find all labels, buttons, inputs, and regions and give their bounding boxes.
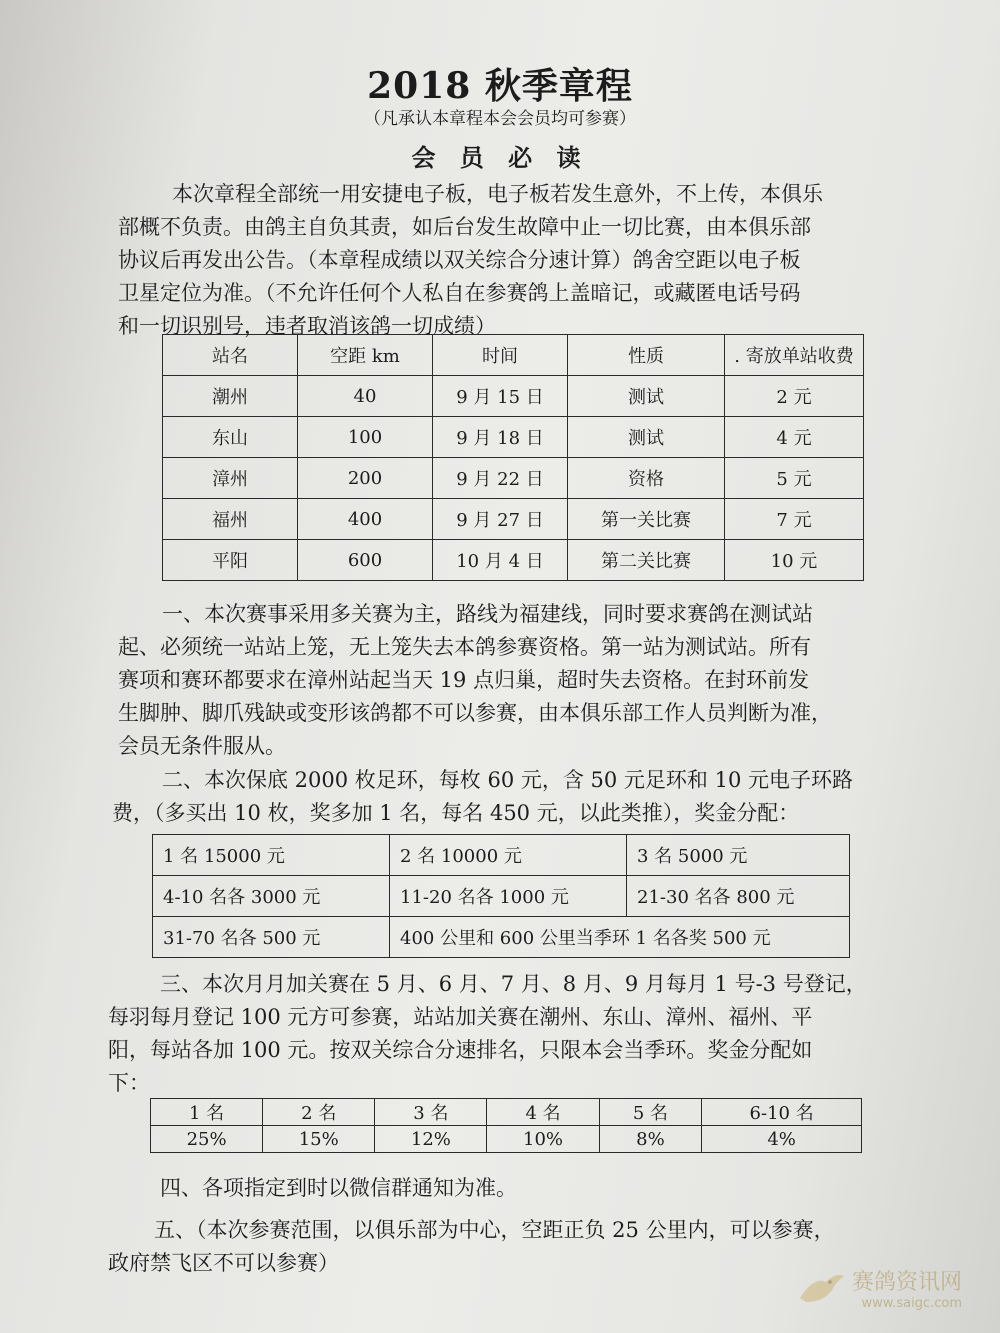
section-2-paragraph: [112, 764, 853, 830]
watermark-url: www.saigc.com: [861, 1296, 962, 1311]
table-cell: 2 元: [725, 376, 864, 417]
table-cell: 漳州: [163, 458, 298, 499]
table-cell: 10 月 4 日: [433, 540, 568, 581]
stations-table: [162, 334, 864, 581]
table-cell: 31-70 名各 500 元: [153, 917, 390, 958]
table-cell: 40: [298, 376, 433, 417]
table-cell: 3 名: [375, 1099, 487, 1126]
table-cell: 测试: [568, 417, 725, 458]
table-cell: 12%: [375, 1126, 487, 1153]
table-cell: 2 名: [263, 1099, 375, 1126]
table-cell: 25%: [151, 1126, 263, 1153]
table-header-cell: 性质: [568, 335, 725, 376]
section-4-paragraph: 四、各项指定到时以微信群通知为准。: [160, 1176, 517, 1200]
watermark: [796, 1265, 962, 1311]
table-cell: 15%: [263, 1126, 375, 1153]
table-row: [153, 917, 850, 958]
table-row: [151, 1099, 862, 1126]
table-header-cell: 时间: [433, 335, 568, 376]
table-cell: 100: [298, 417, 433, 458]
table-cell: 1 名: [151, 1099, 263, 1126]
table-cell: 4-10 名各 3000 元: [153, 876, 390, 917]
table-cell: 10%: [487, 1126, 599, 1153]
pigeon-logo-icon: [796, 1268, 846, 1308]
section-5-line: 五、（本次参赛范围，以俱乐部为中心，空距正负 25 公里内，可以参赛，: [154, 1218, 835, 1242]
intro-paragraph: [118, 178, 823, 343]
table-row: [153, 835, 850, 876]
table-row: [151, 1126, 862, 1153]
section-3-line: 每羽每月登记 100 元方可参赛，站站加关赛在潮州、东山、漳州、福州、平: [108, 1005, 813, 1029]
section-3-line: 下：: [108, 1071, 150, 1095]
section-1-line: 会员无条件服从。: [118, 734, 286, 758]
table-row: [163, 376, 864, 417]
section-1-line: 起、必须统一站站上笼，无上笼失去本鸽参赛资格。第一站为测试站。所有: [118, 635, 811, 659]
table-row: [163, 499, 864, 540]
table-cell: 2 名 10000 元: [390, 835, 627, 876]
intro-line: 协议后再发出公告。（本章程成绩以双关综合分速计算）鸽舍空距以电子板: [118, 248, 801, 272]
watermark-text: 赛鸽资讯网: [851, 1270, 962, 1295]
section-1-line: 生脚肿、脚爪残缺或变形该鸽都不可以参赛，由本俱乐部工作人员判断为准，: [118, 701, 832, 725]
table-row: [163, 540, 864, 581]
table-cell: 11-20 名各 1000 元: [390, 876, 627, 917]
section-5-line: 政府禁飞区不可以参赛）: [108, 1251, 339, 1275]
table-cell: 200: [298, 458, 433, 499]
table-cell: 9 月 15 日: [433, 376, 568, 417]
intro-line: 本次章程全部统一用安捷电子板，电子板若发生意外，不上传，本俱乐: [172, 182, 823, 206]
table-row: [153, 876, 850, 917]
section-1-line: 赛项和赛环都要求在漳州站起当天 19 点归巢，超时失去资格。在封环前发: [118, 668, 810, 692]
table-cell: 9 月 22 日: [433, 458, 568, 499]
table-cell: 福州: [163, 499, 298, 540]
table-cell: 东山: [163, 417, 298, 458]
intro-line: 和一切识别号，违者取消该鸽一切成绩）: [118, 314, 496, 338]
table-row: [163, 417, 864, 458]
table-cell: 5 名: [599, 1099, 702, 1126]
table-row: [163, 458, 864, 499]
prize-table: [152, 834, 850, 958]
table-header-cell: 空距 km: [298, 335, 433, 376]
table-cell: 400: [298, 499, 433, 540]
table-cell: 5 元: [725, 458, 864, 499]
table-cell: 9 月 18 日: [433, 417, 568, 458]
table-cell: 第一关比赛: [568, 499, 725, 540]
table-header-row: [163, 335, 864, 376]
table-cell: 平阳: [163, 540, 298, 581]
table-cell: 4 名: [487, 1099, 599, 1126]
table-cell: 6-10 名: [702, 1099, 862, 1126]
section-1-line: 一、本次赛事采用多关赛为主，路线为福建线，同时要求赛鸽在测试站: [162, 602, 813, 626]
table-cell: 21-30 名各 800 元: [627, 876, 850, 917]
table-cell: 1 名 15000 元: [153, 835, 390, 876]
table-cell: 600: [298, 540, 433, 581]
table-cell: 测试: [568, 376, 725, 417]
intro-line: 部概不负责。由鸽主自负其责，如后台发生故障中止一切比赛，由本俱乐部: [118, 215, 811, 239]
page-title: 2018 秋季章程: [367, 65, 633, 107]
table-header-cell: 站名: [163, 335, 298, 376]
section-3-paragraph: [108, 968, 867, 1100]
section-5-paragraph: [108, 1214, 835, 1280]
table-cell: 4 元: [725, 417, 864, 458]
table-cell: 资格: [568, 458, 725, 499]
table-cell: 8%: [599, 1126, 702, 1153]
table-cell: 第二关比赛: [568, 540, 725, 581]
table-cell: 400 公里和 600 公里当季环 1 名各奖 500 元: [390, 917, 850, 958]
section-2-line: 费，（多买出 10 枚，奖多加 1 名，每名 450 元，以此类推），奖金分配：: [112, 801, 800, 825]
table-cell: 7 元: [725, 499, 864, 540]
section-heading: 会 员 必 读: [411, 143, 589, 172]
section-3-line: 三、本次月月加关赛在 5 月、6 月、7 月、8 月、9 月每月 1 号-3 号登记，: [160, 972, 867, 996]
percent-table: [150, 1098, 862, 1153]
section-3-line: 阳，每站各加 100 元。按双关综合分速排名，只限本会当季环。奖金分配如: [108, 1038, 813, 1062]
section-2-line: 二、本次保底 2000 枚足环，每枚 60 元，含 50 元足环和 10 元电子环路: [162, 768, 854, 792]
table-cell: 潮州: [163, 376, 298, 417]
table-cell: 10 元: [725, 540, 864, 581]
table-cell: 4%: [702, 1126, 862, 1153]
table-cell: 3 名 5000 元: [627, 835, 850, 876]
section-1-paragraph: [118, 598, 832, 763]
table-cell: 9 月 27 日: [433, 499, 568, 540]
page-subtitle: （凡承认本章程本会会员均可参赛）: [364, 109, 636, 129]
intro-line: 卫星定位为准。（不允许任何个人私自在参赛鸽上盖暗记，或藏匿电话号码: [118, 281, 801, 305]
table-header-cell: . 寄放单站收费: [725, 335, 864, 376]
